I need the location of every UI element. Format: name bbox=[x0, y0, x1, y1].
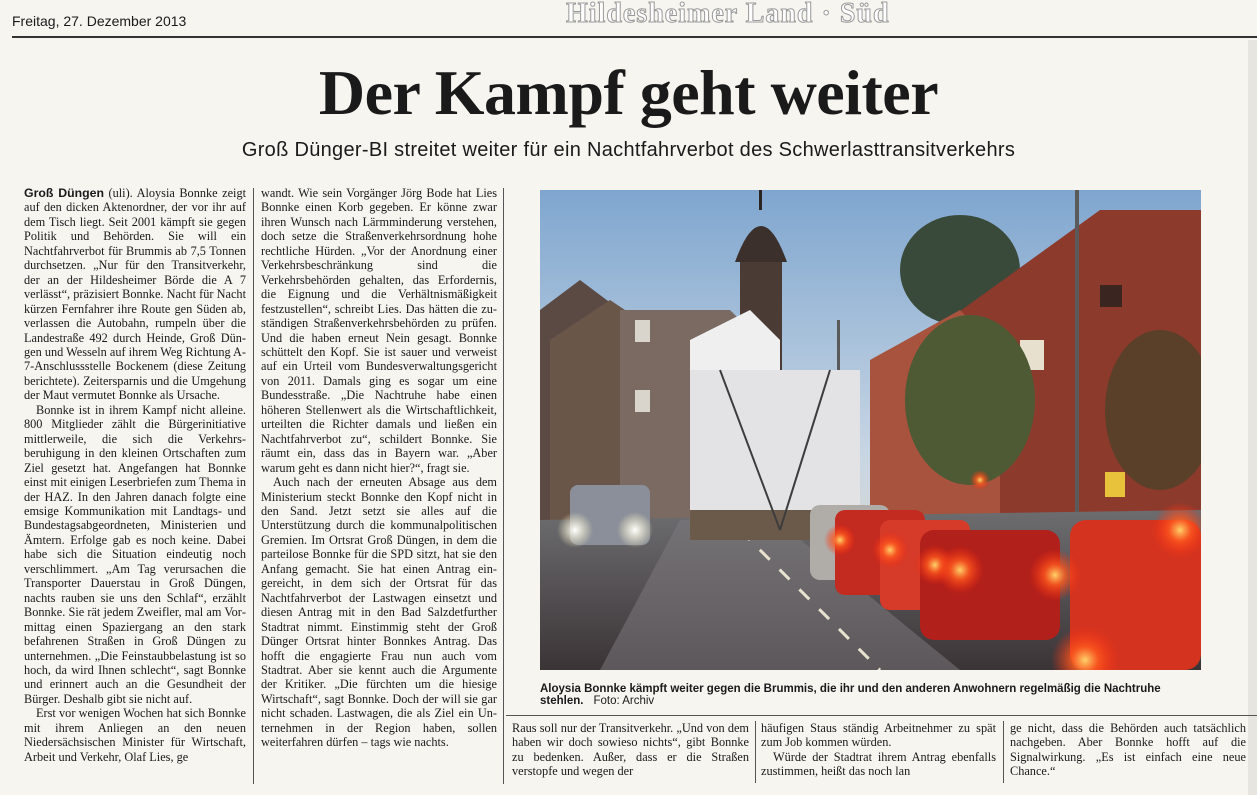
paragraph: Bonnke ist in ihrem Kampf nicht alleine. 800 Mitglieder zählt die Bürgerinitiative mittlerweile, die sich die Verkehrsberuhigung in den kleinen Ortschaften zum Ziel gesetzt hat. Angefangen hat Bonnke einst mit einigen Leserbriefen zum Thema in der HAZ. In den Jahren danach folgte eine emsige Kommunikation mit Landtags- und Bundestagsabgeordneten, Ministerien und Ämtern. Erfolge gab es noch keine. Dabei habe sich die Situation eindeutig noch verschlimmert. „Am Tag verursachen die Transporter Dauerstau in Groß Düngen, nachts rauben sie uns den Schlaf“, erzählt Bonnke. Sie rät jedem Zweifler, mal am Vormittag einen Spaziergang an den stark befahrenen Straßen in Groß Düngen zu unternehmen. „Die Feinstaubbelastung ist so hoch, da wird Ihnen schlecht“, sagt Bonnke und erinnert auch an die Gesundheit der Bürger. Deshalb gibt sie nicht auf. bbox=[24, 402, 246, 706]
paragraph-text: (uli). Aloysia Bonnke zeigt auf den dicken Aktenordner, der vor ihr auf dem Tisch liegt. Seit 2001 kämpft sie gegen Politik und Behörden. Sie will ein Nachtfahrverbot für Brummis ab 7,5 Tonnen durchsetzen. „Nur für den Transitverkehr, der an der Hildesheimer Börde die A 7 verlässt“, präzisiert Bonnke. Nacht für Nacht kürzen Fernfahrer ihre Route gen Süden ab, verlassen die Autobahn, rumpeln über die Landestraße 492 durch Heinde, Groß Düngen und Wesseln auf ihrem Weg Richtung A-7-Anschlussstelle Bockenem (diese Zeitung berichtete). Zeitersparnis und die Umgehung der Maut vermutet Bonnke als Ursache. bbox=[24, 186, 247, 403]
paragraph bbox=[24, 186, 246, 403]
article-column-4 bbox=[761, 721, 996, 779]
paragraph: Erst vor wenigen Wochen hat sich Bonnke mit ihrem Anliegen an den neuen Niedersächsischen Minister für Wirtschaft, Arbeit und Verkehr, Olaf Lies, ge bbox=[24, 706, 246, 764]
article-photo bbox=[540, 190, 1201, 670]
column-rule bbox=[503, 188, 504, 784]
article-column-1 bbox=[24, 186, 246, 764]
paragraph: Würde der Stadtrat ihrem Antrag ebenfalls zustimmen, heißt das noch lan bbox=[761, 749, 996, 779]
subheadline: Groß Dünger-BI streitet weiter für ein Nachtfahrverbot des Schwerlasttransitverkehrs bbox=[241, 139, 1016, 161]
street-traffic-photo bbox=[540, 190, 1201, 670]
article-column-2 bbox=[261, 186, 497, 750]
dateline-location: Groß Düngen bbox=[24, 186, 104, 200]
photo-credit: Foto: Archiv bbox=[593, 695, 655, 707]
paragraph: ge nicht, dass die Behörden auch tatsächlich nachgeben. Aber Bonnke hofft auf die Signalwirkung. „Es ist einfach eine neue Chance.“ bbox=[1010, 721, 1246, 779]
paragraph: wandt. Wie sein Vorgänger Jörg Bode hat Lies Bonnke einen Korb gegeben. Er könne zwar ihren Wunsch nach Lärmminderung verstehen, doch setze die Straßenverkehrsordnung hohe rechtliche Hürden. „Vor der Anordnung einer Verkehrsbeschränkung sind die Verkehrsbehörden gehalten, das Erfordernis, die Eignung und die Verhältnismäßigkeit festzustellen“, schreibt Lies. Das hätten die zuständigen Straßenverkehrsbehörden zu prüfen. Und die haben erneut Nein gesagt. Bonnke schüttelt den Kopf. Sie ist sauer und verweist auf ein Urteil vom Bundesverwaltungsgericht von 2011. Damals ging es sogar um eine Bundesstraße. „Die Nachtruhe habe einen höheren Stellenwert als die Wirtschaftlichkeit, urteilten die Richter damals und ließen ein Nachtfahrverbot zu“, schildert Bonnke. Sie räumt ein, dass das in Bayern war. „Aber warum geht es dann nicht hier?“, fragt sie. bbox=[261, 186, 497, 475]
photo-caption bbox=[540, 683, 1201, 707]
column-rule bbox=[755, 721, 756, 783]
column-rule bbox=[253, 188, 254, 784]
article-column-3 bbox=[512, 721, 749, 779]
header-rule bbox=[12, 36, 1257, 38]
caption-rule bbox=[506, 715, 1257, 716]
paragraph: Auch nach der erneuten Absage aus dem Ministerium steckt Bonnke den Kopf nicht in den Sand. Jetzt setzt sie alles auf die Unterstützung durch die kommunalpolitischen Gremien. Im Ortsrat Groß Düngen, in dem die parteilose Bonnke für die SPD sitzt, hat sie den Anfang gemacht. Sie hat einen Antrag eingereicht, in dem sich der Ortsrat für das Nachtfahrverbot der Lastwagen einsetzt und diesen Antrag mit in den Bad Salzdetfurther Stadtrat nimmt. Einstimmig steht der Groß Dünger Ortsrat hinter Bonnkes Antrag. Das hofft die engagierte Frau nun auch vom Stadtrat. Aber sie kennt auch die Argumente der Kritiker. „Die fürchten um die hiesige Wirtschaft“, sagt Bonnke. Doch der will sie gar nicht schaden. Lastwagen, die als Ziel ein Unternehmen in der Region haben, sollen weiterfahren dürfen – tags wie nachts. bbox=[261, 475, 497, 750]
paragraph: Raus soll nur der Transitverkehr. „Und von dem haben wir doch sowieso nichts“, gibt Bonnke zu bedenken. Außer, dass er die Straßen verstopfe und wegen der bbox=[512, 721, 749, 779]
headline: Der Kampf geht weiter bbox=[318, 57, 939, 128]
publication-date: Freitag, 27. Dezember 2013 bbox=[12, 13, 187, 29]
article-column-5 bbox=[1010, 721, 1246, 779]
caption-text: Aloysia Bonnke kämpft weiter gegen die Brummis, die ihr und den anderen Anwohnern regelmäßig die Nachtruhe stehlen. bbox=[540, 683, 1161, 707]
column-rule bbox=[1003, 721, 1004, 783]
paragraph: häufigen Staus ständig Arbeitnehmer zu spät zum Job kommen würden. bbox=[761, 721, 996, 750]
section-title: Hildesheimer Land · Süd bbox=[566, 0, 890, 29]
